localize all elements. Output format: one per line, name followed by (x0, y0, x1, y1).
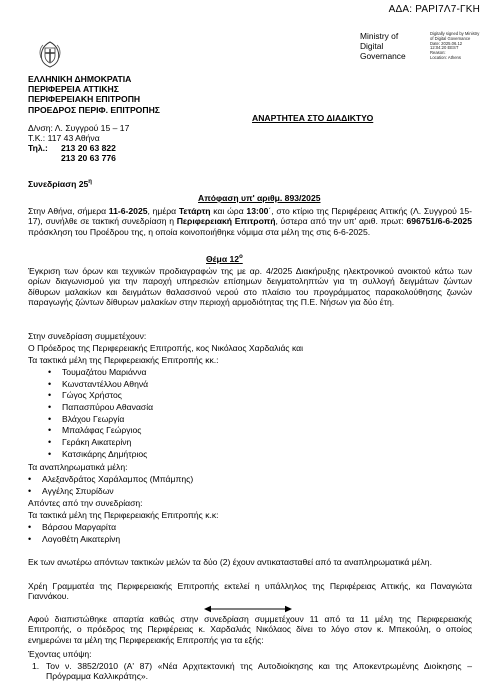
list-item: 1. Τον ν. 3852/2010 (Α' 87) «Νέα Αρχιτεκτονική της Αυτοδιοίκησης και της Αποκεντρωμένης Διοίκησης – Πρόγραμμα Καλλικράτης». (32, 661, 472, 682)
list-item: • Λογοθέτη Αικατερίνη (42, 534, 120, 546)
publish-online-notice: ΑΝΑΡΤΗΤΕΑ ΣΤΟ ΔΙΑΔΙΚΤΥΟ (252, 113, 374, 123)
absent-regular-heading: Τα τακτικά μέλη της Περιφερειακής Επιτροπής κ.κ: (28, 510, 219, 520)
list-item: • Βλάχου Γεωργία (62, 414, 153, 426)
substitute-members-heading: Τα αναπληρωματικά μέλη: (28, 462, 128, 472)
topic-text: Έγκριση των όρων και τεχνικών προδιαγραφών της με αρ. 4/2025 Διακήρυξης ηλεκτρονικού ανοικτού κάτω των ορίων διαγωνισμού για την παροχή υπηρεσιών επίσημων δειγματοληπτών για τη συλλογή δειγμάτων ζώντων δίθυρων μαλακίων και δειγμάτων θαλασσινού νερού στο πλαίσιο του προγράμματος παρακολούθησης ζωνών παραγωγής ζώντων δίθυρων μαλακίων στην περιοχή αρμοδιότητας της Π.Ε. Νήσων για δύο έτη. (28, 266, 472, 307)
issuer-line: ΠΡΟΕΔΡΟΣ ΠΕΡΙΦ. ΕΠΙΤΡΟΠΗΣ (28, 104, 160, 115)
regular-members-list (62, 367, 153, 461)
postcode: Τ.Κ.: 117 43 Αθήνα (28, 133, 100, 144)
address-block (28, 123, 129, 143)
greek-coat-of-arms-icon (36, 40, 64, 68)
issuer-block (28, 74, 160, 115)
decision-number: Απόφαση υπ' αριθμ. 893/2025 (198, 193, 321, 203)
issuer-line: ΠΕΡΙΦΕΡΕΙΑ ΑΤΤΙΚΗΣ (28, 84, 119, 95)
considering-list (28, 661, 472, 682)
list-item: • Κωνσταντέλλου Αθηνά (62, 379, 153, 391)
absent-members-list (42, 522, 120, 545)
substitute-members-list (42, 474, 193, 497)
absent-heading: Απόντες από την συνεδρίαση: (28, 498, 143, 508)
intro-paragraph: Στην Αθήνα, σήμερα 11-6-2025, ημέρα Τετάρτη και ώρα 13:00΄, στο κτίριο της Περιφέρειας Αττικής (Λ. Συγγρού 15-17), συνήλθε σε τακτική συνεδρίαση η Περιφερειακή Επιτροπή, ύστερα από την υπ' αριθ. πρωτ: 696751/6-6-2025 πρόσκληση του Προέδρου της, η οποία κοινοποιήθηκε νόμιμα στα μέλη της στις 6-6-2025. (28, 206, 472, 237)
phone-number: 213 20 63 776 (61, 153, 116, 164)
digital-signature-details: Digitally signed by Ministry of Digital Governance Date: 2025.06.12 12:04:20 EEST Reason: Location: Athens (430, 31, 480, 60)
issuer-line: ΠΕΡΙΦΕΡΕΙΑΚΗ ΕΠΙΤΡΟΠΗ (28, 94, 141, 105)
double-arrow-icon (204, 605, 292, 613)
digital-signature-org: Ministry of Digital Governance (360, 31, 406, 61)
session-number: Συνεδρίαση $25^\eta$ (28, 179, 92, 189)
list-item: • Αλεξανδράτος Χαράλαμπος (Μπάμπης) (42, 474, 193, 486)
phone-label: Τηλ.: (28, 143, 48, 153)
list-item: • Κατσικάρης Δημήτριος (62, 449, 153, 461)
list-item: • Βάρσου Μαργαρίτα (42, 522, 120, 534)
list-item: • Τουμαζάτου Μαριάννα (62, 367, 153, 379)
considering-heading: Έχοντας υπόψη: (28, 649, 92, 659)
list-item: • Γώγος Χρήστος (62, 390, 153, 402)
issuer-line: ΕΛΛΗΝΙΚΗ ΔΗΜΟΚΡΑΤΙΑ (28, 74, 132, 84)
phones-block (28, 143, 116, 163)
list-item: • Γεράκη Αικατερίνη (62, 437, 153, 449)
regular-members-heading: Τα τακτικά μέλη της Περιφερειακής Επιτροπής κκ.: (28, 355, 219, 365)
topic-number: Θέμα $12^o$ (206, 254, 243, 264)
list-item: • Μπαλάφας Γεώργιος (62, 425, 153, 437)
present-heading: Στην συνεδρίαση συμμετέχουν: (28, 331, 147, 341)
street-address: Δ/νση: Λ. Συγγρού 15 – 17 (28, 123, 130, 133)
secretary-note: Χρέη Γραμματέα της Περιφερειακής Επιτροπής εκτελεί η υπάλληλος της Περιφέρειας Αττικής, κα Παναγιώτα Γιαννάκου. (28, 581, 472, 602)
chair-line: Ο Πρόεδρος της Περιφερειακής Επιτροπής, κος Νικόλαος Χαρδαλιάς και (28, 343, 304, 353)
replacement-note: Εκ των ανωτέρω απόντων τακτικών μελών τα δύο (2) έχουν αντικατασταθεί από τα αναπληρωματικά μέλη. (28, 557, 432, 567)
list-item: • Παπασπύρου Αθανασία (62, 402, 153, 414)
quorum-paragraph: Αφού διαπιστώθηκε απαρτία καθώς στην συνεδρίαση συμμετέχουν 11 από τα 11 μέλη της Περιφερειακής Επιτροπής, ο πρόεδρος της Περιφέρειας κ. Χαρδαλιάς Νικόλαος δίνει το λόγο στον κ. Μπεκούλη, ο οποίος ενημερώνει τα μέλη της Περιφερειακής Επιτροπής για τα εξής: (28, 614, 472, 645)
list-item: • Αγγέλης Σπυρίδων (42, 486, 193, 498)
phone-number: 213 20 63 822 (61, 143, 116, 153)
ada-code: ΑΔΑ: ΡΑΡΙ7Λ7-ΓΚΗ (388, 4, 480, 15)
